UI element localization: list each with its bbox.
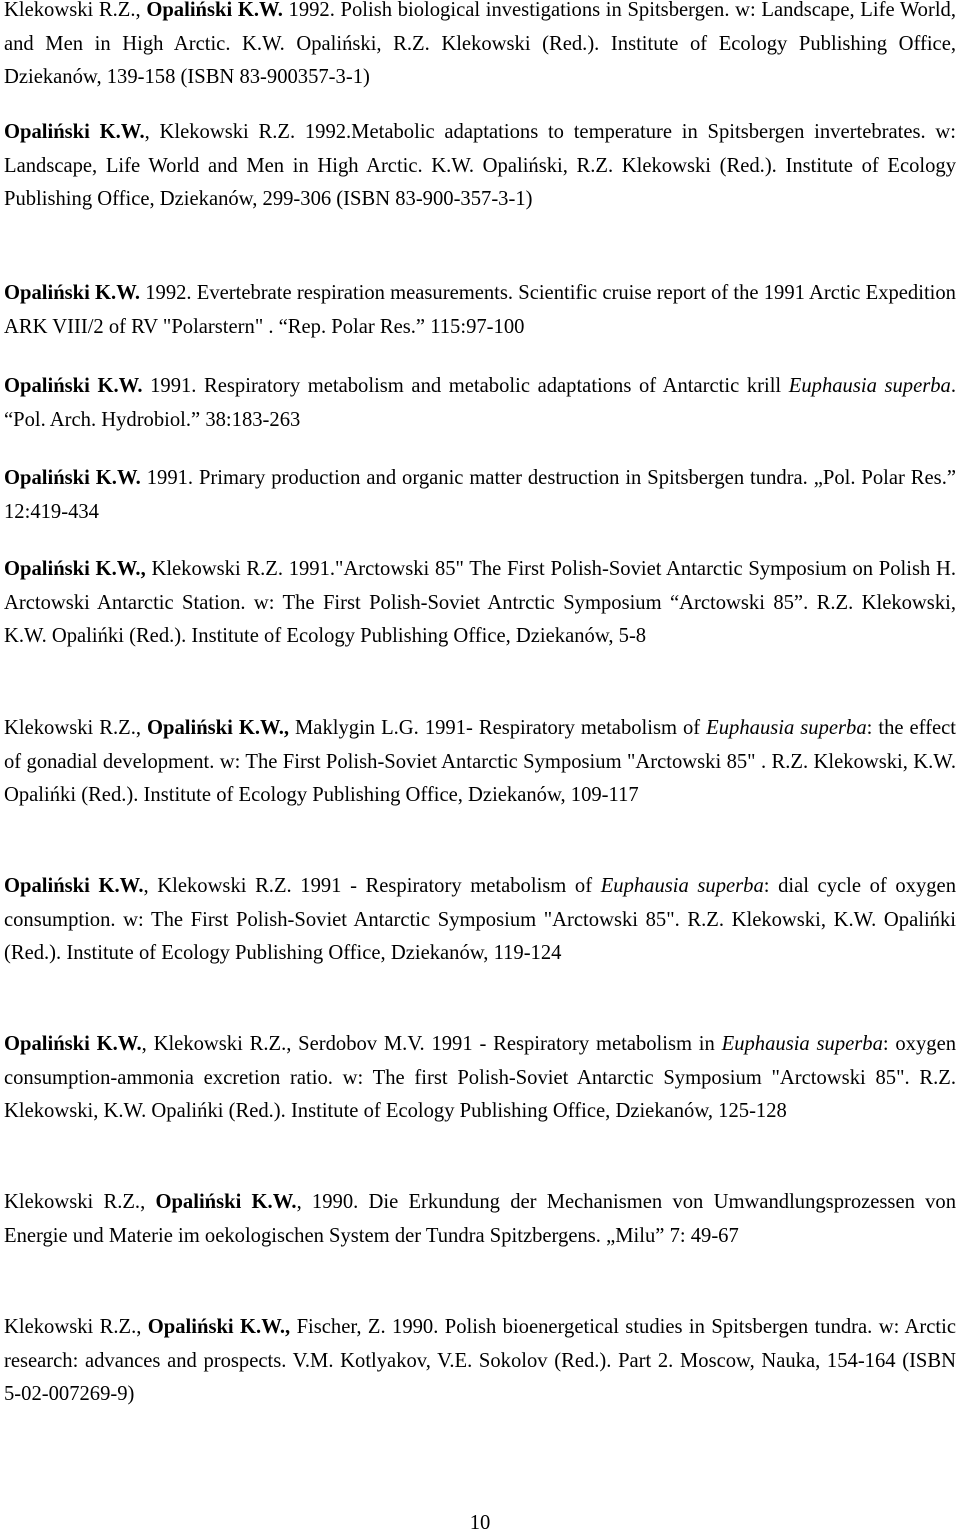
reference-text: Maklygin L.G. 1991- Respiratory metabolism of	[289, 717, 707, 739]
reference-text: : oxygen consumption-ammonia excretion ratio. w: The first Polish-Soviet Antarctic Symposium "Arctowski 85". R.Z. Klekowski, K.W. Opalińki (Red.). Institute of Ecology Publishing Office, Dziekanów, 125-128	[4, 1033, 957, 1123]
species-name: Euphausia superba	[600, 875, 764, 897]
reference-text: , 1990. Die Erkundung der Mechanismen von Umwandlungsprozessen von Energie und Materie im oekologischen System der Tundra Spitzbergens. „Milu” 7: 49-67	[4, 1191, 957, 1247]
reference-entry	[4, 1186, 956, 1253]
author-name: Opaliński K.W.	[4, 1033, 142, 1055]
species-name: Euphausia superba	[788, 375, 951, 397]
species-name: Euphausia superba	[706, 717, 867, 739]
reference-text: 1992. Evertebrate respiration measurements. Scientific cruise report of the 1991 Arctic Expedition ARK VIII/2 of RV "Polarstern" . “Rep. Polar Res.” 115:97-100	[4, 282, 956, 338]
author-name: Opaliński K.W.	[155, 1191, 297, 1213]
reference-text: , Klekowski R.Z. 1991 - Respiratory metabolism of	[143, 875, 601, 897]
reference-text: Klekowski R.Z.,	[4, 717, 147, 739]
reference-text: 1992. Polish biological investigations in Spitsbergen. w: Landscape, Life World, and Men in High Arctic. K.W. Opaliński, R.Z. Klekowski (Red.). Institute of Ecology Publishing Office, Dziekanów, 139-158 (ISBN 83-900357-3-1)	[4, 0, 956, 89]
reference-entry	[4, 370, 956, 437]
reference-entry	[4, 1028, 956, 1129]
reference-entry	[4, 870, 956, 971]
reference-text: Klekowski R.Z.,	[4, 1316, 148, 1338]
reference-entry	[4, 553, 956, 654]
reference-entry	[4, 462, 956, 529]
reference-text: 1991. Primary production and organic matter destruction in Spitsbergen tundra. „Pol. Polar Res.” 12:419-434	[4, 467, 956, 523]
reference-text: Klekowski R.Z.,	[4, 1191, 156, 1213]
author-name: Opaliński K.W.	[4, 121, 145, 143]
reference-entry	[4, 116, 956, 217]
reference-text: . “Pol. Arch. Hydrobiol.” 38:183-263	[4, 375, 956, 431]
reference-text: Klekowski R.Z.,	[4, 0, 147, 21]
reference-text: 1991. Respiratory metabolism and metabolic adaptations of Antarctic krill	[142, 375, 789, 397]
reference-text: Fischer, Z. 1990. Polish bioenergetical studies in Spitsbergen tundra. w: Arctic research: advances and prospects. V.M. Kotlyakov, V.E. Sokolov (Red.). Part 2. Moscow, Nauka, 154-164 (ISBN 5-02-007269-9)	[4, 1316, 957, 1406]
author-name: Opaliński K.W.,	[147, 1316, 291, 1338]
reference-text: Klekowski R.Z. 1991."Arctowski 85" The First Polish-Soviet Antarctic Symposium on Polish H. Arctowski Antarctic Station. w: The First Polish-Soviet Antrctic Symposium “Arctowski 85”. R.Z. Klekowski, K.W. Opalińki (Red.). Institute of Ecology Publishing Office, Dziekanów, 5-8	[4, 558, 957, 648]
reference-text: , Klekowski R.Z., Serdobov M.V. 1991 - Respiratory metabolism in	[141, 1033, 722, 1055]
reference-text: : the effect of gonadial development. w: The First Polish-Soviet Antarctic Symposium "Arctowski 85" . R.Z. Klekowski, K.W. Opalińki (Red.). Institute of Ecology Publishing Office, Dziekanów, 109-117	[4, 717, 956, 807]
author-name: Opaliński K.W.	[4, 467, 141, 489]
author-name: Opaliński K.W.	[146, 0, 283, 21]
reference-entry	[4, 712, 956, 813]
author-name: Opaliński K.W.	[4, 282, 141, 304]
species-name: Euphausia superba	[721, 1033, 883, 1055]
reference-entry	[4, 277, 956, 344]
author-name: Opaliński K.W.,	[146, 717, 289, 739]
page-number: 10	[469, 1512, 491, 1534]
author-name: Opaliński K.W.	[4, 375, 143, 397]
reference-text: : dial cycle of oxygen consumption. w: The First Polish-Soviet Antarctic Symposium "Arctowski 85". R.Z. Klekowski, K.W. Opalińki (Red.). Institute of Ecology Publishing Office, Dziekanów, 119-124	[4, 875, 956, 965]
reference-entry	[4, 0, 956, 95]
author-name: Opaliński K.W.,	[4, 558, 146, 580]
reference-text: , Klekowski R.Z. 1992.Metabolic adaptations to temperature in Spitsbergen invertebrates. w: Landscape, Life World and Men in High Arctic. K.W. Opaliński, R.Z. Klekowski (Red.). Institute of Ecology Publishing Office, Dziekanów, 299-306 (ISBN 83-900-357-3-1)	[4, 121, 956, 211]
reference-entry	[4, 1311, 956, 1412]
author-name: Opaliński K.W.	[4, 875, 144, 897]
